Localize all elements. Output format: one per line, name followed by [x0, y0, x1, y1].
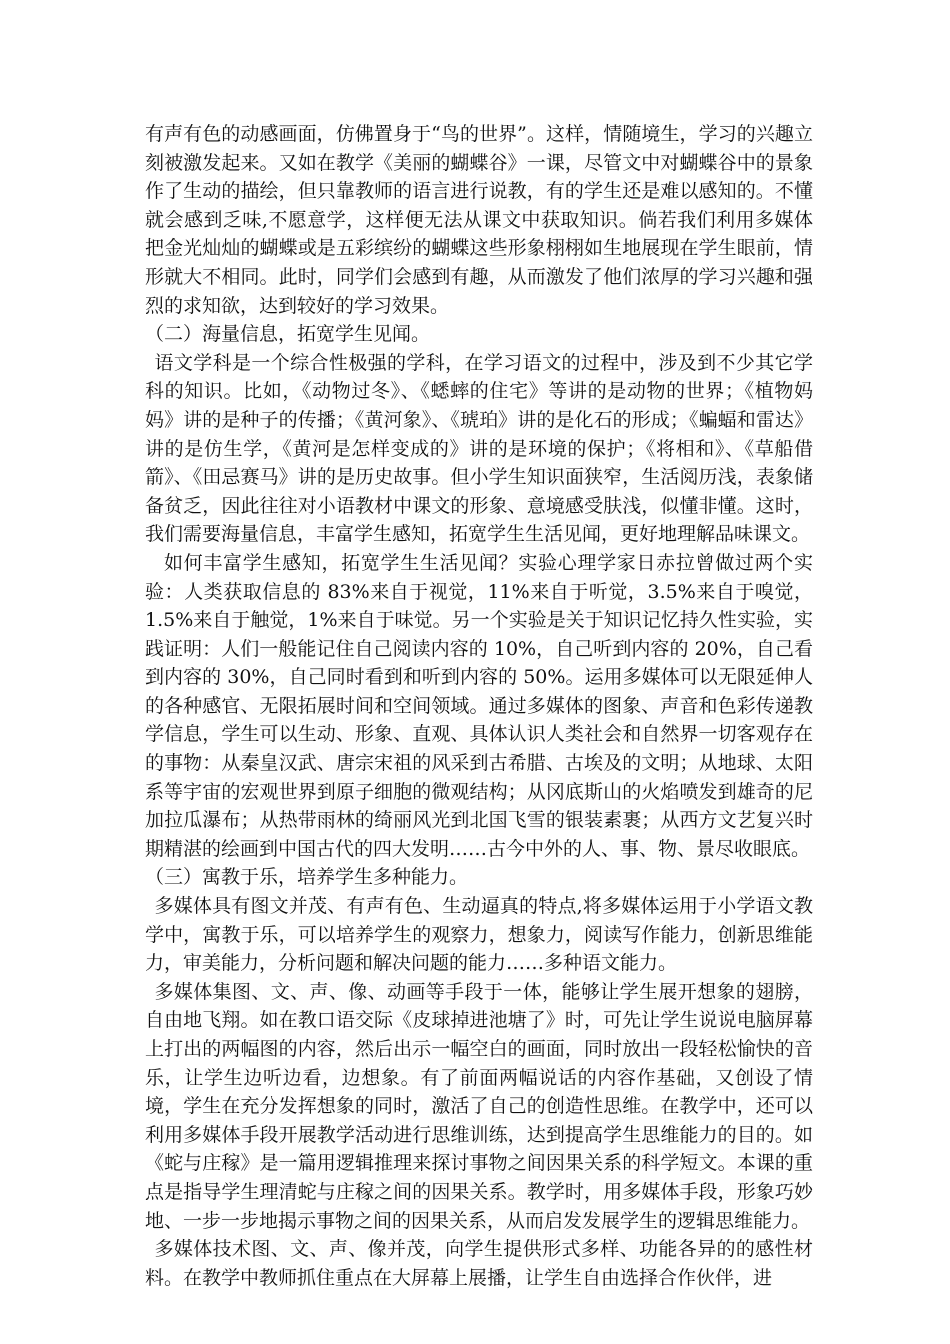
paragraph-multimedia-features: 多媒体具有图文并茂、有声有色、生动逼真的特点,将多媒体运用于小学语文教学中，寓教于乐，可以培养学生的观察力，想象力，阅读写作能力，创新思维能力，审美能力，分析问题和解决问题的能力……多种语文能力。 — [145, 895, 813, 975]
paragraph-perception-experiment: 如何丰富学生感知，拓宽学生生活见闻？实验心理学家日赤拉曾做过两个实验：人类获取信息的 83%来自于视觉，11%来自于听觉，3.5%来自于嗅觉，1.5%来自于触觉，1%来自于味觉。另一个实验是关于知识记忆持久性实验，实践证明：人们一般能记住自己阅读内容的 10%，自己听到内容的 20%，自己看到内容的 30%，自己同时看到和听到内容的 50%。运用多媒体可以无限延伸人的各种感官、无限拓展时间和空间领域。通过多媒体的图象、声音和色彩传递教学信息，学生可以生动、形象、直观、具体认识人类社会和自然界一切客观存在的事物：从秦皇汉武、唐宗宋祖的风采到古希腊、古埃及的文明；从地球、太阳系等宇宙的宏观世界到原子细胞的微观结构；从冈底斯山的火焰喷发到雄奇的尼加拉瓜瀑布；从热带雨林的绮丽风光到北国飞雪的银装素裹；从西方文艺复兴时期精湛的绘画到中国古代的四大发明……古今中外的人、事、物、景尽收眼底。 — [145, 551, 813, 860]
body-text — [145, 120, 813, 1292]
paragraph-materials: 多媒体技术图、文、声、像并茂，向学生提供形式多样、功能各异的的感性材料。在教学中教师抓住重点在大屏幕上展播，让学生自由选择合作伙伴，进 — [145, 1238, 813, 1289]
paragraph-cross-discipline: 语文学科是一个综合性极强的学科，在学习语文的过程中，涉及到不少其它学科的知识。比如，《动物过冬》、《蟋蟀的住宅》等讲的是动物的世界；《植物妈妈》讲的是种子的传播；《黄河象》、《琥珀》讲的是化石的形成；《蝙蝠和雷达》讲的是仿生学，《黄河是怎样变成的》讲的是环境的保护；《将相和》、《草船借箭》、《田忌赛马》讲的是历史故事。但小学生知识面狭窄，生活阅历浅，表象储备贫乏，因此往往对小语教材中课文的形象、意境感受肤浅，似懂非懂。这时，我们需要海量信息，丰富学生感知，拓宽学生生活见闻，更好地理解品味课文。 — [145, 351, 813, 546]
section-heading-3: （三）寓教于乐，培养学生多种能力。 — [145, 866, 469, 889]
paragraph-intro-continuation: 有声有色的动感画面，仿佛置身于“鸟的世界”。这样，情随境生，学习的兴趣立刻被激发起来。又如在教学《美丽的蝴蝶谷》一课，尽管文中对蝴蝶谷中的景象作了生动的描绘，但只靠教师的语言进行说教，有的学生还是难以感知的。不懂就会感到乏味,不愿意学，这样便无法从课文中获取知识。倘若我们利用多媒体把金光灿灿的蝴蝶或是五彩缤纷的蝴蝶这些形象栩栩如生地展现在学生眼前，情形就大不相同。此时，同学们会感到有趣，从而激发了他们浓厚的学习兴趣和强烈的求知欲，达到较好的学习效果。 — [145, 123, 813, 317]
section-heading-2: （二）海量信息，拓宽学生见闻。 — [145, 323, 431, 346]
paragraph-imagination: 多媒体集图、文、声、像、动画等手段于一体，能够让学生展开想象的翅膀，自由地飞翔。如在教口语交际《皮球掉进池塘了》时，可先让学生说说电脑屏幕上打出的两幅图的内容，然后出示一幅空白的画面，同时放出一段轻松愉快的音乐，让学生边听边看，边想象。有了前面两幅说话的内容作基础，又创设了情境，学生在充分发挥想象的同时，激活了自己的创造性思维。在教学中，还可以利用多媒体手段开展教学活动进行思维训练，达到提高学生思维能力的目的。如《蛇与庄稼》是一篇用逻辑推理来探讨事物之间因果关系的科学短文。本课的重点是指导学生理清蛇与庄稼之间的因果关系。教学时，用多媒体手段，形象巧妙地、一步一步地揭示事物之间的因果关系，从而启发发展学生的逻辑思维能力。 — [145, 980, 813, 1232]
